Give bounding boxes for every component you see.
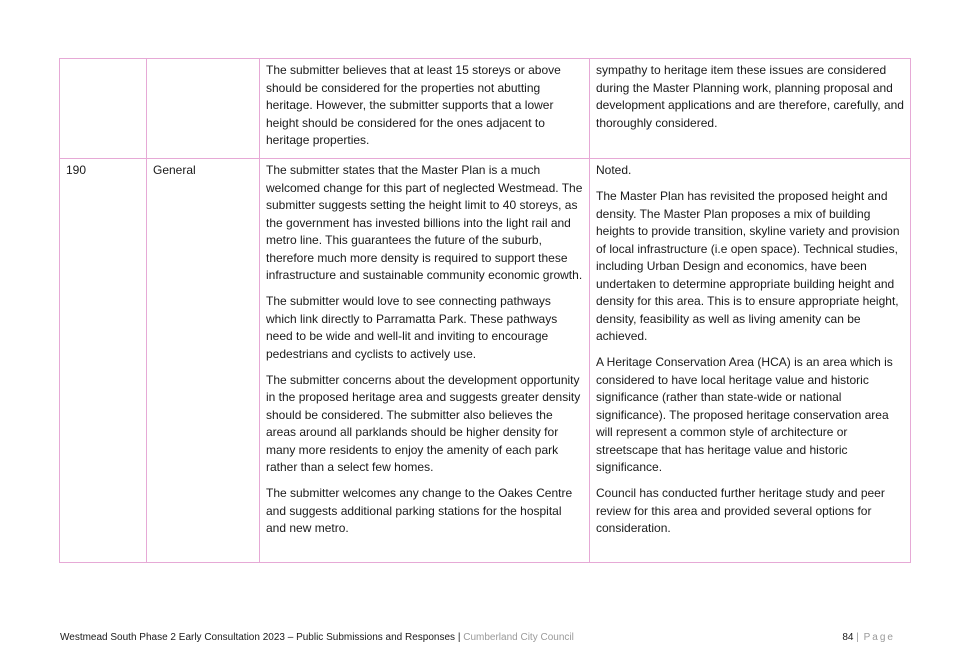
footer-title-group: [60, 632, 574, 643]
response-paragraph: sympathy to heritage item these issues are considered during the Master Planning work, planning proposal and development applications and are therefore, carefully, and thoroughly considered.: [596, 63, 904, 130]
response-paragraph: Council has conducted further heritage study and peer review for this area and provided several options for consideration.: [596, 486, 885, 535]
submission-id-cell: [60, 59, 147, 159]
submission-paragraph: The submitter concerns about the development opportunity in the proposed heritage area and suggests greater density should be considered. The submitter also believes the areas around all parklands should be higher density for many more residents to enjoy the amenity of each park rather than a select few homes.: [266, 372, 581, 474]
table-row: [60, 159, 911, 563]
page-label: Page: [863, 632, 895, 643]
footer-page-group: [842, 632, 895, 643]
submission-paragraph: The submitter believes that at least 15 storeys or above should be considered for the properties not abutting heritage. However, the submitter supports that a lower height should be considered for the ones adjacent to heritage properties.: [266, 63, 561, 147]
footer-separator: |: [457, 632, 461, 643]
submission-paragraph: The submitter would love to see connecting pathways which link directly to Parramatta Park. These pathways need to be wide and well-lit and inviting to encourage pedestrians and cyclists to actively use.: [266, 294, 558, 361]
response-cell: [590, 59, 911, 159]
submissions-table: [59, 58, 911, 563]
submission-cell: [260, 159, 590, 563]
page-separator: |: [856, 632, 861, 643]
submission-paragraph: The submitter welcomes any change to the Oakes Centre and suggests additional parking stations for the hospital and new metro.: [266, 486, 573, 535]
response-paragraph: A Heritage Conservation Area (HCA) is an area which is considered to have local heritage value and historic significance (rather than state-wide or national significance). The proposed heritage conservation area will represent a common style of architecture or streetscape that has heritage value and historic significance.: [596, 355, 893, 474]
response-cell: [590, 159, 911, 563]
footer-document-title: Westmead South Phase 2 Early Consultation 2023 – Public Submissions and Responses: [60, 632, 456, 643]
table-row: [60, 59, 911, 159]
page-number: 84: [842, 632, 854, 643]
response-paragraph: The Master Plan has revisited the proposed height and density. The Master Plan proposes a mix of building heights to provide transition, skyline variety and provision of local infrastructure (i.e open space). Technical studies, including Urban Design and economics, have been undertaken to determine appropriate building height and density for this area. This is to ensure appropriate height, density, feasibility as well as living amenity can be achieved.: [596, 189, 900, 343]
category-cell: [147, 59, 260, 159]
footer-council-name: Cumberland City Council: [463, 632, 574, 643]
submission-cell: [260, 59, 590, 159]
response-paragraph: Noted.: [596, 163, 632, 177]
category-cell: General: [147, 159, 260, 563]
submission-paragraph: The submitter states that the Master Plan is a much welcomed change for this part of neglected Westmead. The submitter suggests setting the height limit to 40 storeys, as the government has invested billions into the light rail and metro line. This guarantees the future of the suburb, therefore much more density is required to support these infrastructure and sustainable community economic growth.: [266, 163, 583, 282]
submission-id-cell: 190: [60, 159, 147, 563]
